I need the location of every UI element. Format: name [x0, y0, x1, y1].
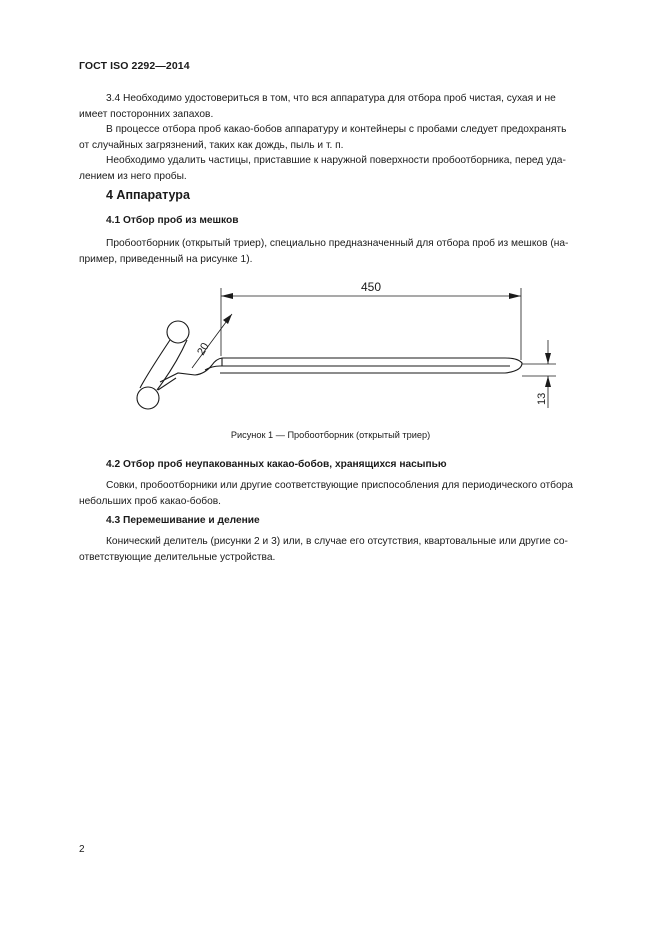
p1-line2: имеет посторонних запахов.: [79, 108, 214, 120]
s41-line2: пример, приведенный на рисунке 1).: [79, 253, 253, 265]
dim-label-20: 20: [195, 340, 212, 358]
figure-1-drawing: [0, 270, 661, 420]
arrow-13-bottom: [545, 376, 551, 387]
p1-line1: 3.4 Необходимо удостовериться в том, что вся аппаратура для отбора проб чистая, сухая и не: [106, 93, 556, 104]
handle-ball-top: [167, 321, 189, 343]
s43-line2: ответствующие делительные устройства.: [79, 551, 276, 563]
s42-line2: небольших проб какао-бобов.: [79, 495, 222, 507]
section-4-2-heading: 4.2 Отбор проб неупакованных какао-бобов, хранящихся насыпью: [106, 459, 447, 470]
handle-grip-right: [157, 340, 187, 390]
p3-line2: лением из него пробы.: [79, 170, 187, 182]
section-4-1-heading: 4.1 Отбор проб из мешков: [106, 215, 239, 226]
section-4-heading: 4 Аппаратура: [106, 188, 190, 202]
blade-groove: [205, 366, 510, 370]
document-header: ГОСТ ISO 2292—2014: [79, 60, 190, 72]
s41-line1: Пробоотборник (открытый триер), специально предназначенный для отбора проб из мешков (на-: [106, 238, 569, 249]
figure-1-caption: Рисунок 1 — Пробоотборник (открытый триер): [230, 430, 431, 440]
dim-label-13: 13: [536, 392, 548, 405]
neck-inner: [158, 378, 176, 390]
s43-line1: Конический делитель (рисунки 2 и 3) или, в случае его отсутствия, квартовальные или другие со-: [106, 536, 568, 547]
paragraph-4-1: [79, 236, 614, 267]
s42-line1: Совки, пробоотборники или другие соответствующие приспособления для периодического отбора: [106, 480, 573, 491]
arrow-20: [223, 314, 232, 324]
p3-line1: Необходимо удалить частицы, приставшие к наружной поверхности пробоотборника, перед уда-: [106, 155, 566, 166]
paragraph-3-4: [79, 91, 614, 184]
p2-line2: от случайных загрязнений, таких как дождь, пыль и т. п.: [79, 139, 344, 151]
section-4-3-heading: 4.3 Перемешивание и деление: [106, 515, 260, 526]
handle-grip-left: [140, 340, 170, 388]
page-number: 2: [79, 844, 85, 855]
paragraph-4-2: [79, 478, 614, 509]
handle-ball-bottom: [137, 387, 159, 409]
arrow-450-left: [221, 293, 233, 299]
p2-line1: В процессе отбора проб какао-бобов аппаратуру и контейнеры с пробами следует предохранять: [106, 124, 567, 135]
dim-label-450: 450: [360, 280, 382, 294]
paragraph-4-3: [79, 534, 614, 565]
arrow-13-top: [545, 353, 551, 364]
arrow-450-right: [509, 293, 521, 299]
